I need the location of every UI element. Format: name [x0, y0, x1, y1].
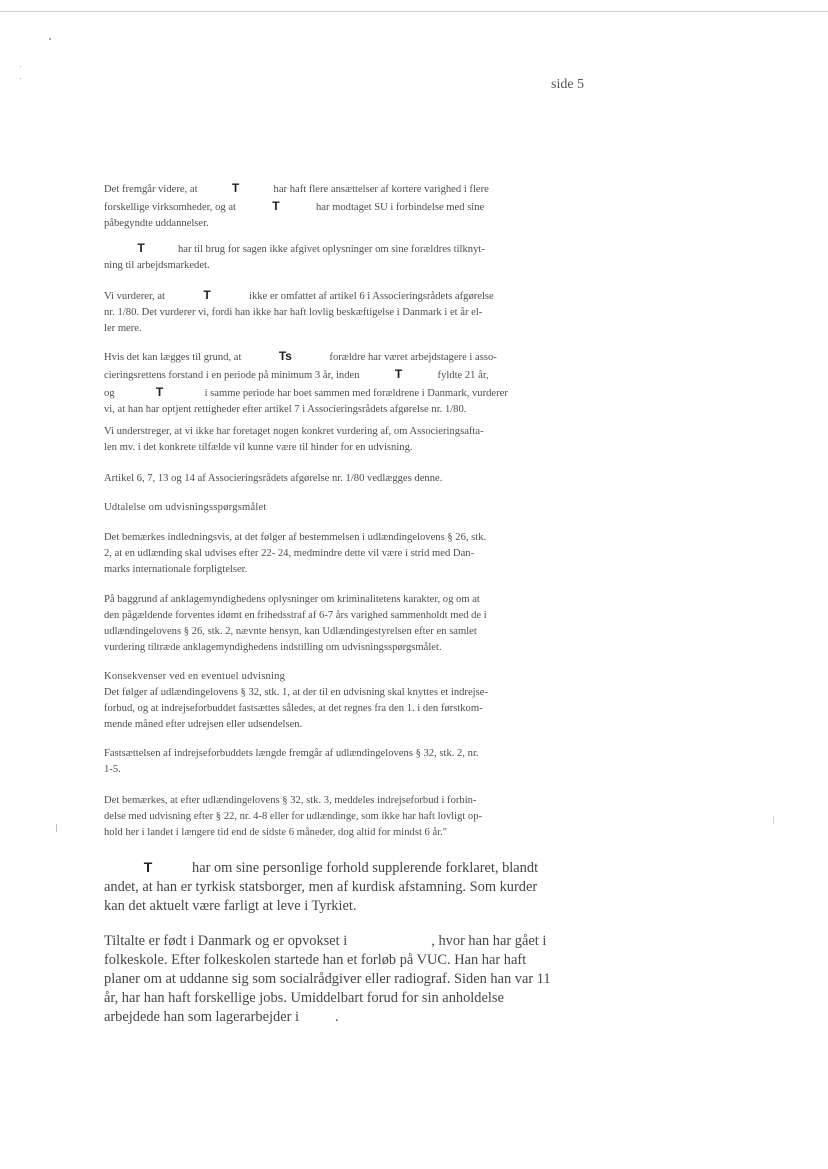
page-number: side 5 — [551, 77, 585, 92]
top-rule — [0, 11, 828, 12]
paragraph: Fastsættelsen af indrejseforbuddets længde fremgår af udlændingelovens § 32, stk. 2, nr. 1-5. — [104, 748, 479, 775]
redaction-initial: T — [155, 385, 164, 399]
paragraph: T har om sine personlige forhold supplerende forklaret, blandt andet, at han er tyrkisk statsborger, men af kurdisk afstamning. Som kurder kan det aktuelt være farligt at leve i Tyrkiet. — [104, 859, 539, 914]
paragraph: Det fremgår videre, at T har haft flere ansættelser af kortere varighed i flere forskellige virksomheder, og at T har modtaget SU i forbindelse med sine påbegyndte uddannelser. — [104, 181, 489, 229]
paragraph: Det bemærkes indledningsvis, at det følger af bestemmelsen i udlændingelovens § 26, stk. 2, at en udlænding skal udvises efter 22- 24, medmindre dette vil være i strid med Dan- marks internationale forpligtelser. — [104, 532, 487, 575]
redaction-initial: T — [272, 199, 280, 213]
paragraph: Vi vurderer, at T ikke er omfattet af artikel 6 i Associeringsrådets afgørelse nr. 1/80. Det vurderer vi, fordi han ikke har haft lovlig beskæftigelse i Danmark i et år el- ler mere. — [104, 288, 494, 334]
redaction-initial: T — [394, 367, 403, 381]
paragraph: Tiltalte er født i Danmark og er opvokset i , hvor han har gået i folkeskole. Efter folkeskolen startede han et forløb på VUC. Han har haft planer om at uddanne sig som socialrådgiver eller radiograf. Siden han var 11 år, har han haft forskellige jobs. Umiddelbart forud for sin anholdelse arbejdede han som lagerarbejder i . — [104, 933, 551, 1025]
scan-speck — [49, 38, 51, 40]
paragraph: Konsekvenser ved en eventuel udvisning Det følger af udlændingelovens § 32, stk. 1, at der til en udvisning skal knyttes et indrejse- forbud, og at indrejseforbuddet fastsættes således, at det regnes fra den 1. i den førstkom- mende måned efter udrejsen eller udsendelsen. — [104, 669, 556, 733]
section-heading: Konsekvenser ved en eventuel udvisning — [104, 671, 286, 682]
paragraph: Vi understreger, at vi ikke har foretaget nogen konkret vurdering af, om Associeringsafta- len mv. i det konkrete tilfælde vil kunne være til hinder for en udvisning. — [104, 426, 484, 453]
scan-speck — [773, 816, 774, 824]
paragraph: På baggrund af anklagemyndighedens oplysninger om kriminalitetens karakter, og om at den pågældende forventes idømt en frihedsstraf af 6-7 års varighed sammenholdt med de i udlændingelovens § 26, stk. 2, nævnte hensyn, kan Udlændingestyrelsen efter en samlet vurdering tiltræde anklagemyndighedens indstilling om udvisningsspørgsmålet. — [104, 594, 487, 653]
scan-speck — [20, 66, 21, 67]
section-heading: Udtalelse om udvisningsspørgsmålet — [104, 502, 267, 513]
paragraph: Det bemærkes, at efter udlændingelovens § 32, stk. 3, meddeles indrejseforbud i forbin- delse med udvisning efter § 22, nr. 4-8 eller for udlændinge, som ikke har haft lovligt op- hold her i landet i længere tid end de sidste 6 måneder, dog altid for mindst 6 år." — [104, 795, 483, 838]
scan-speck — [56, 824, 57, 832]
redaction-initial: T — [137, 241, 145, 255]
scan-speck — [20, 78, 21, 79]
paragraph: Artikel 6, 7, 13 og 14 af Associeringsrådets afgørelse nr. 1/80 vedlægges denne. — [104, 473, 443, 484]
redaction-initial: T — [203, 288, 211, 302]
redaction-initial: T — [231, 181, 240, 195]
redaction-initial: Ts — [278, 349, 292, 363]
paragraph: T har til brug for sagen ikke afgivet oplysninger om sine forældres tilknyt- ning til arbejdsmarkedet. — [104, 241, 485, 271]
paragraph: Hvis det kan lægges til grund, at Ts forældre har været arbejdstagere i asso- cieringsrettens forstand i en periode på minimum 3 år, inden T fyldte 21 år, og T i samme periode har boet sammen med forældrene i Danmark, vurderer vi, at han har optjent rettigheder efter artikel 7 i Associeringsrådets afgørelse nr. 1/80. — [104, 349, 508, 415]
redaction-initial: T — [143, 859, 153, 875]
